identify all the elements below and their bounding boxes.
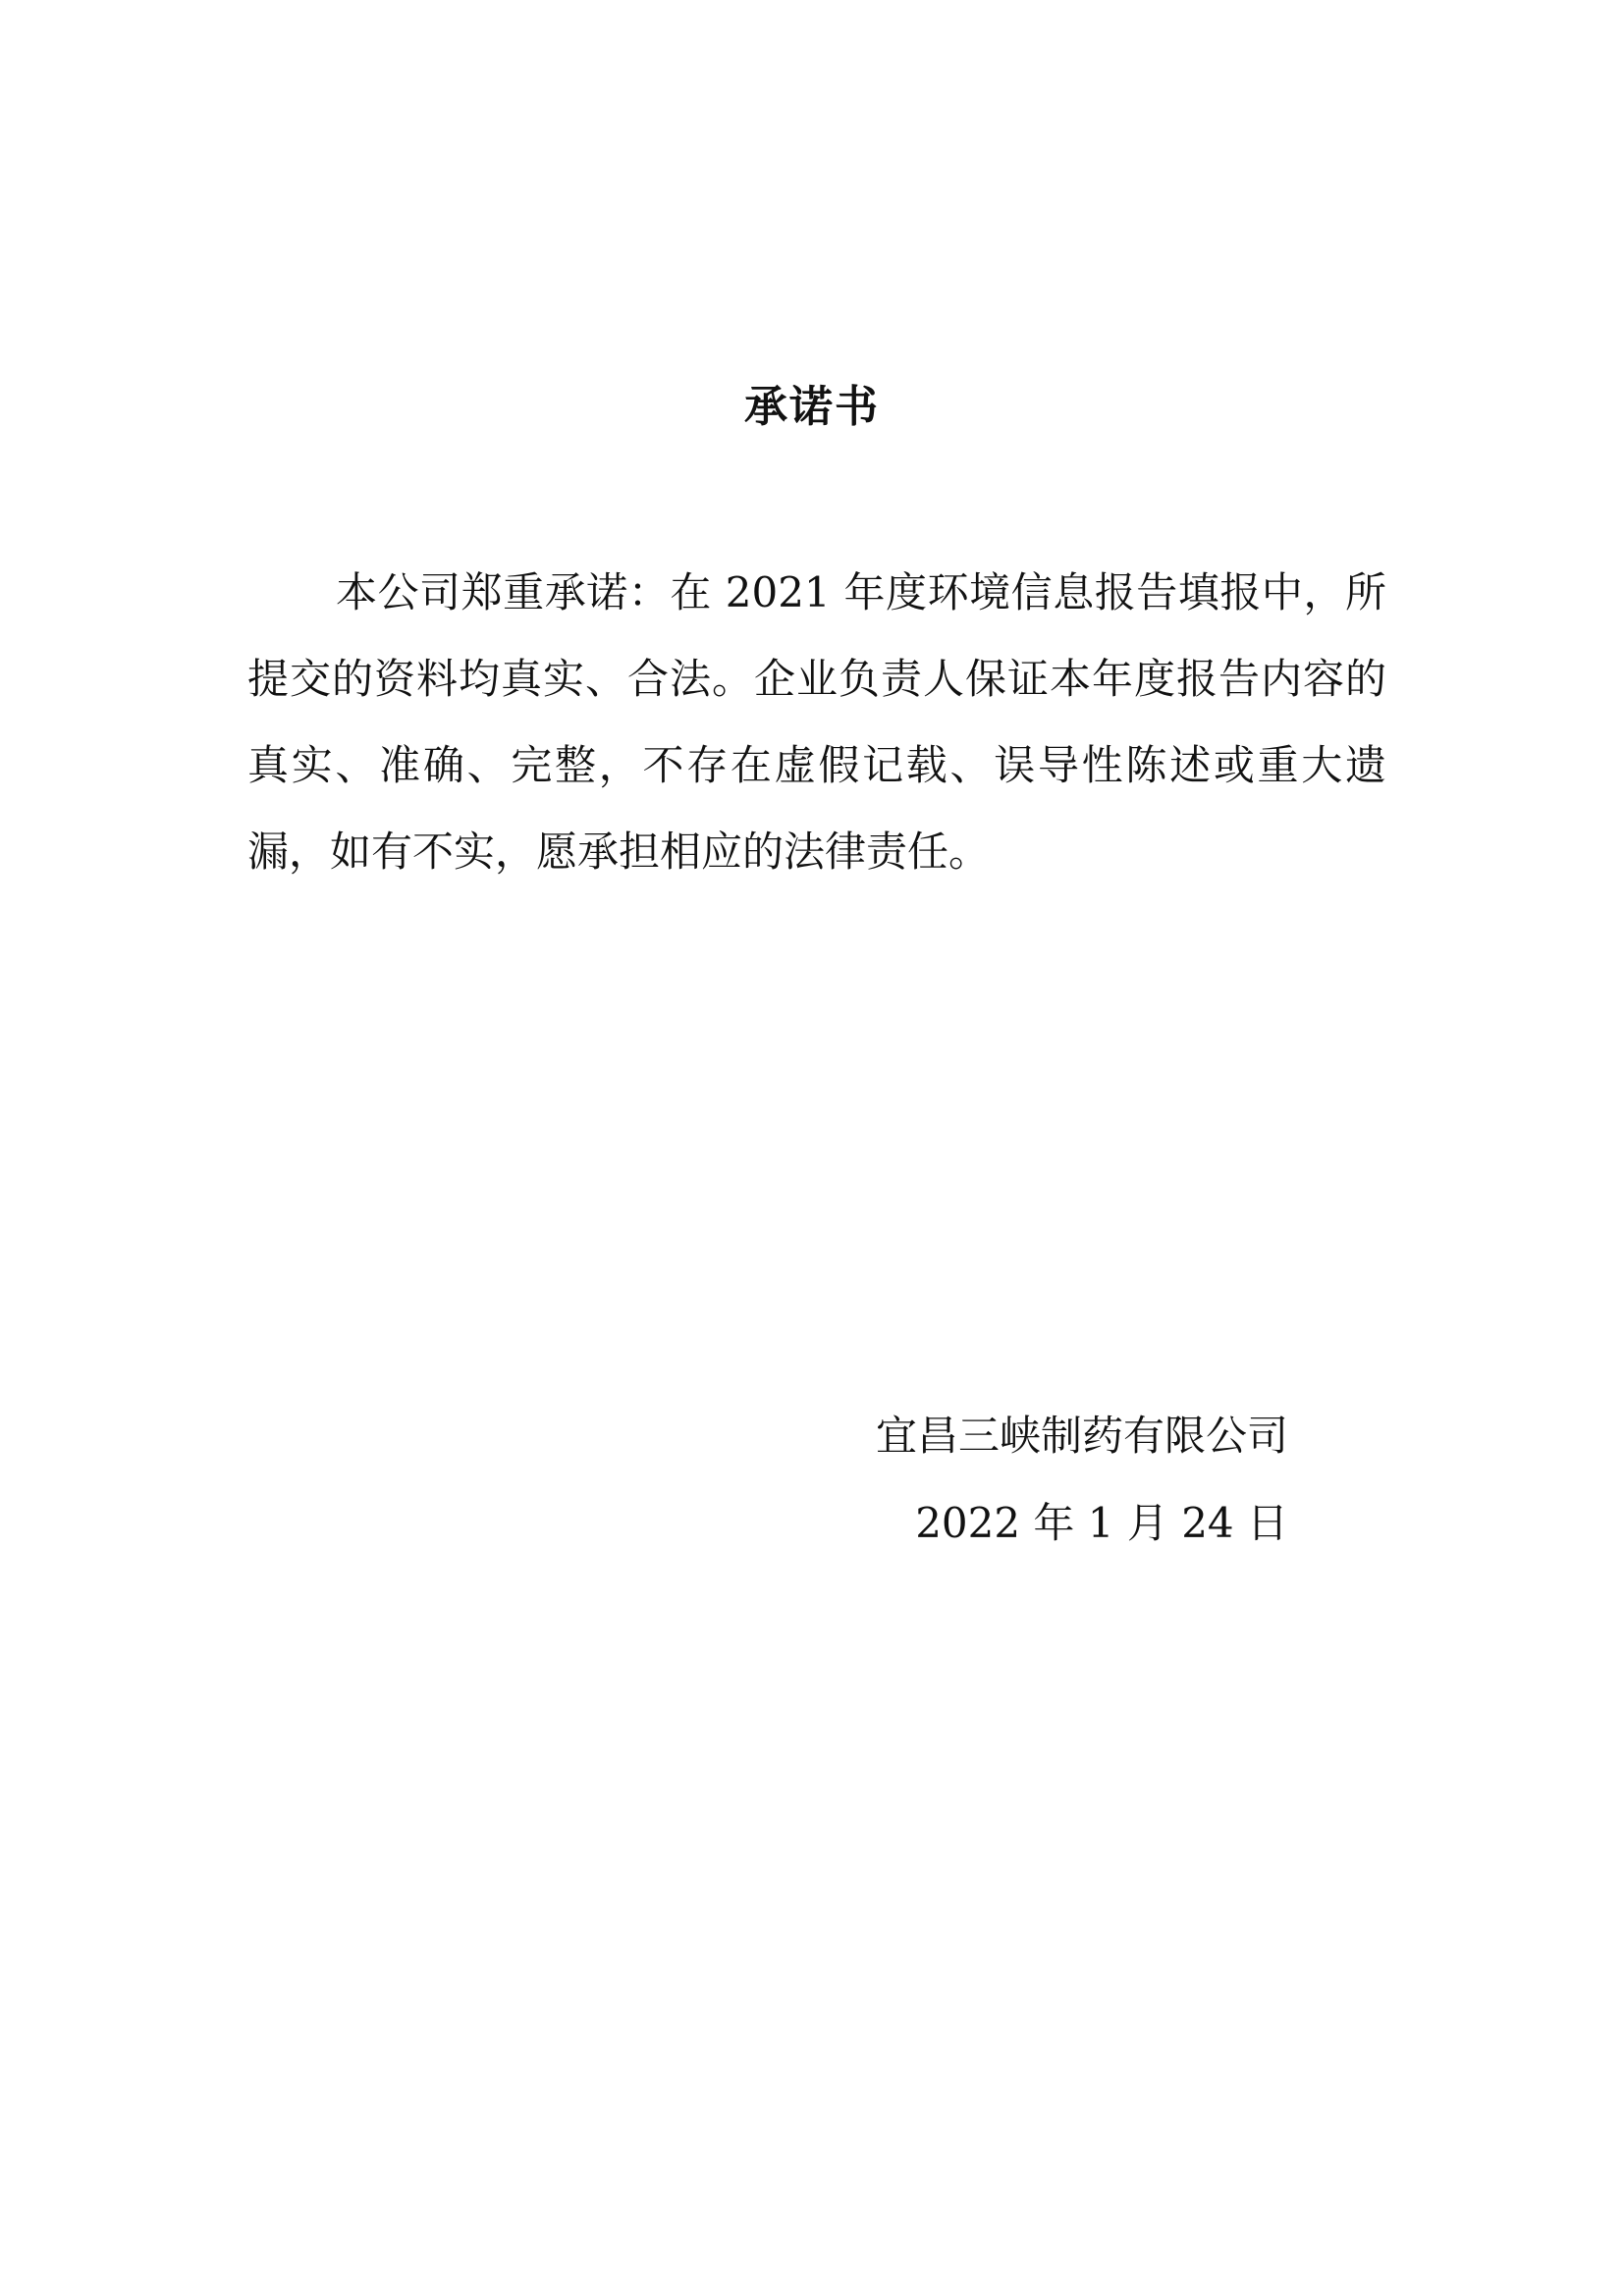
commitment-body [247,550,1386,895]
page-title: 承诺书 [744,382,880,432]
signature-date: 2022 年 1 月 24 日 [915,1499,1288,1547]
commitment-paragraph: 本公司郑重承诺：在 2021 年度环境信息报告填报中，所提交的资料均真实、合法。企业负责人保证本年度报告内容的真实、准确、完整，不存在虚假记载、误导性陈述或重大遗漏，如有不实，愿承担相应的法律责任。 [247,568,1386,876]
company-name: 宜昌三峡制药有限公司 [875,1412,1288,1460]
